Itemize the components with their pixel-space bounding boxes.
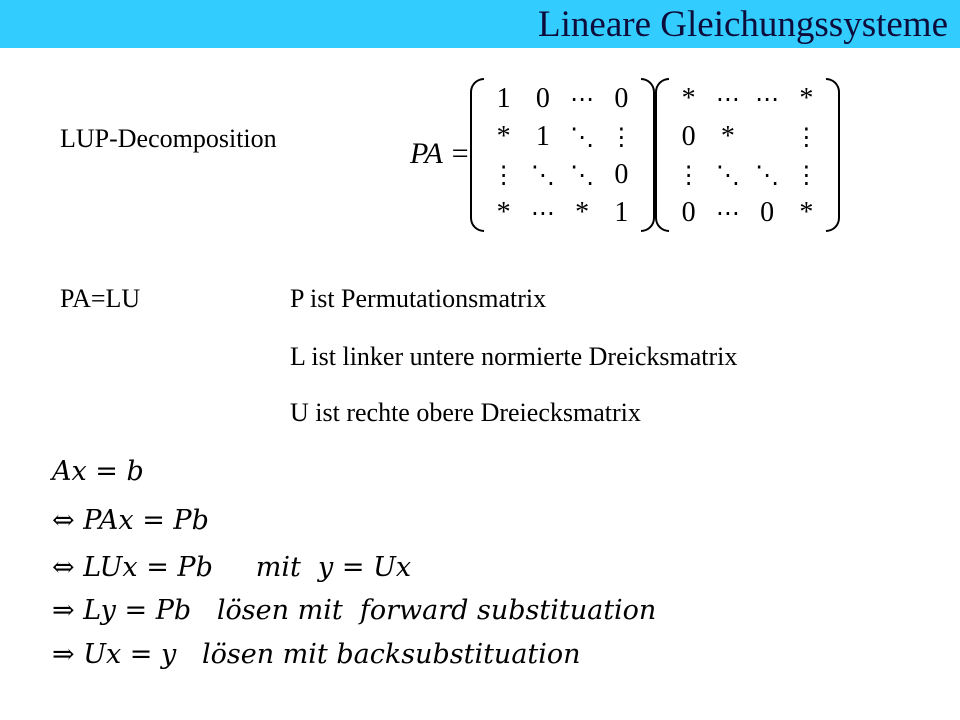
l-matrix-cell: ⋯ — [570, 86, 595, 113]
upper-triangular-matrix — [655, 76, 840, 236]
l-matrix-cell: 1 — [614, 197, 629, 228]
l-matrix-cell: 1 — [496, 83, 511, 114]
l-matrix-cell: 0 — [614, 83, 629, 114]
definition-p: P ist Permutationsmatrix — [290, 284, 547, 313]
step-3: ⇔ LUx = Pb mit y = Ux — [52, 552, 412, 583]
u-matrix-cell — [748, 118, 787, 156]
u-matrix-cell: ⋱ — [715, 162, 740, 189]
u-matrix-cell: ⋯ — [715, 86, 740, 113]
l-matrix-cell: 1 — [535, 121, 550, 152]
pa-equals: PA = — [410, 137, 470, 170]
u-matrix-cell: ⋯ — [755, 86, 780, 113]
l-matrix-cell: * — [575, 197, 590, 228]
definition-l: L ist linker untere normierte Dreicksmatrix — [290, 342, 738, 371]
step-5: ⇒ Ux = y lösen mit backsubstituation — [52, 639, 581, 670]
lower-triangular-matrix — [470, 76, 655, 236]
step-1: Ax = b — [52, 456, 144, 487]
left-paren — [655, 78, 669, 232]
lup-label: LUP-Decomposition — [60, 124, 277, 153]
u-matrix-cell: * — [681, 83, 696, 114]
title-bar — [0, 0, 960, 48]
l-matrix-cell: * — [496, 121, 511, 152]
u-matrix-cell: * — [799, 197, 814, 228]
u-matrix-cell: ⋮ — [676, 162, 701, 189]
u-matrix-cell: 0 — [760, 197, 775, 228]
l-matrix-cell: ⋮ — [491, 162, 516, 189]
u-matrix-cell: * — [799, 83, 814, 114]
step-2: ⇔ PAx = Pb — [52, 505, 209, 536]
definition-u: U ist rechte obere Dreiecksmatrix — [290, 398, 641, 427]
l-matrix-cell: 0 — [535, 83, 550, 114]
lup-matrix-equation — [410, 76, 850, 236]
u-matrix-cell: * — [720, 121, 735, 152]
u-matrix-cell: ⋮ — [794, 124, 819, 151]
slide-title: Lineare Gleichungssysteme — [538, 4, 948, 45]
l-matrix-cell: ⋱ — [530, 162, 555, 189]
u-matrix-cell: 0 — [681, 197, 696, 228]
pa-lu-equation: PA=LU — [60, 284, 141, 313]
u-matrix-cell: ⋯ — [715, 200, 740, 227]
u-matrix-cell: ⋱ — [755, 162, 780, 189]
u-matrix-cell: 0 — [681, 121, 696, 152]
step-4: ⇒ Ly = Pb lösen mit forward substituation — [52, 595, 657, 626]
right-paren — [641, 78, 655, 232]
l-matrix-cell: * — [496, 197, 511, 228]
left-paren — [470, 78, 484, 232]
l-matrix-cell: ⋯ — [530, 200, 555, 227]
l-matrix-cell: ⋮ — [609, 124, 634, 151]
u-matrix-cell: ⋮ — [794, 162, 819, 189]
right-paren — [826, 78, 840, 232]
l-matrix-cell: ⋱ — [570, 162, 595, 189]
l-matrix-cell: ⋱ — [570, 124, 595, 151]
l-matrix-cell: 0 — [614, 159, 629, 190]
